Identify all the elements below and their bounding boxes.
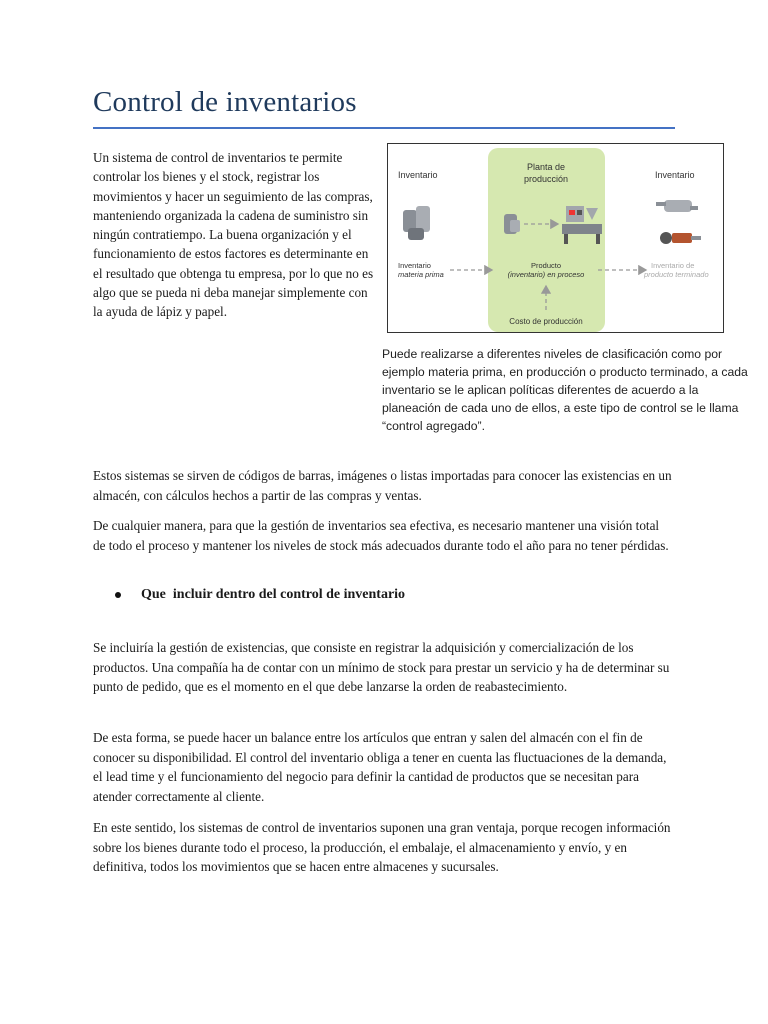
paragraph-3: Se incluiría la gestión de existencias, que consiste en registrar la adquisición y comercialización de los productos. Una compañía ha de contar con un mínimo de stock para prestar un servicio y ha de determinar su punto de pedido, que es el momento en el que debe lanzarse la orden de reabastecimiento. (93, 640, 670, 695)
raw-material-icon (403, 206, 430, 240)
bullet-heading-text: Que incluir dentro del control de inventario (141, 587, 406, 602)
paragraph-1: Estos sistemas se sirven de códigos de barras, imágenes o listas importadas para conocer las existencias en un almacén, con cálculos hechos a partir de las compras y ventas. (93, 468, 672, 503)
cost-label: Costo de producción (509, 317, 583, 326)
plant-heading-line2: producción (523, 174, 569, 184)
page-title: Control de inventarios (93, 86, 357, 118)
bullet-icon (115, 592, 121, 598)
intro-paragraph: Un sistema de control de inventarios te permite controlar los bienes y el stock, registrar los movimientos y hacer un seguimiento de las compras, manteniendo organizada la cadena de suministro sin ningún contratiempo. La buena organización y el funcionamiento de estos factores es determinante en el resultado que obtenga tu empresa, por lo que no es algo que se pueda ni deba manejar simplemente con la ayuda de lápiz y papel. (93, 150, 374, 320)
figure-caption: Puede realizarse a diferentes niveles de clasificación como por ejemplo materia prima, en producción o producto terminado, a cada inventario se le aplican políticas diferentes de acuerdo a la planeación de cada uno de ellos, a este tipo de control se le llama “control agregado”. (382, 347, 748, 433)
product-label: Producto (530, 261, 562, 270)
finished-inventory-sublabel: producto terminado (644, 270, 709, 279)
bullet-heading (115, 587, 405, 603)
raw-inventory-sublabel: materia prima (398, 270, 444, 279)
inventory-diagram-svg (388, 144, 723, 332)
finished-inventory-label: Inventario de (651, 261, 695, 270)
raw-inventory-label: Inventario (398, 261, 431, 270)
finished-product-icon (656, 200, 701, 244)
inventory-diagram (387, 143, 724, 333)
plant-heading-line1: Planta de (526, 162, 566, 172)
paragraph-4: De esta forma, se puede hacer un balance entre los artículos que entran y salen del almacén con el fin de conocer su disponibilidad. El control del inventario obliga a tener en cuenta las fluctuaciones de la demanda, el lead time y el funcionamiento del negocio para definir la cantidad de productos que se necesitan para atender correctamente al cliente. (93, 730, 667, 804)
product-sublabel: (inventario) en proceso (507, 270, 585, 279)
paragraph-2: De cualquier manera, para que la gestión de inventarios sea efectiva, es necesario mantener una visión total de todo el proceso y mantener los niveles de stock más adecuados durante todo el año para no tener pérdidas. (93, 518, 669, 553)
title-underline (93, 127, 675, 129)
inventory-right-heading: Inventario (655, 170, 695, 180)
inventory-left-heading: Inventario (398, 170, 438, 180)
paragraph-5: En este sentido, los sistemas de control de inventarios suponen una gran ventaja, porque recogen información sobre los bienes durante todo el proceso, la producción, el embalaje, el almacenamiento y envío, y en definitiva, todos los movimientos que se hacen entre almacenes y sucursales. (93, 820, 671, 875)
